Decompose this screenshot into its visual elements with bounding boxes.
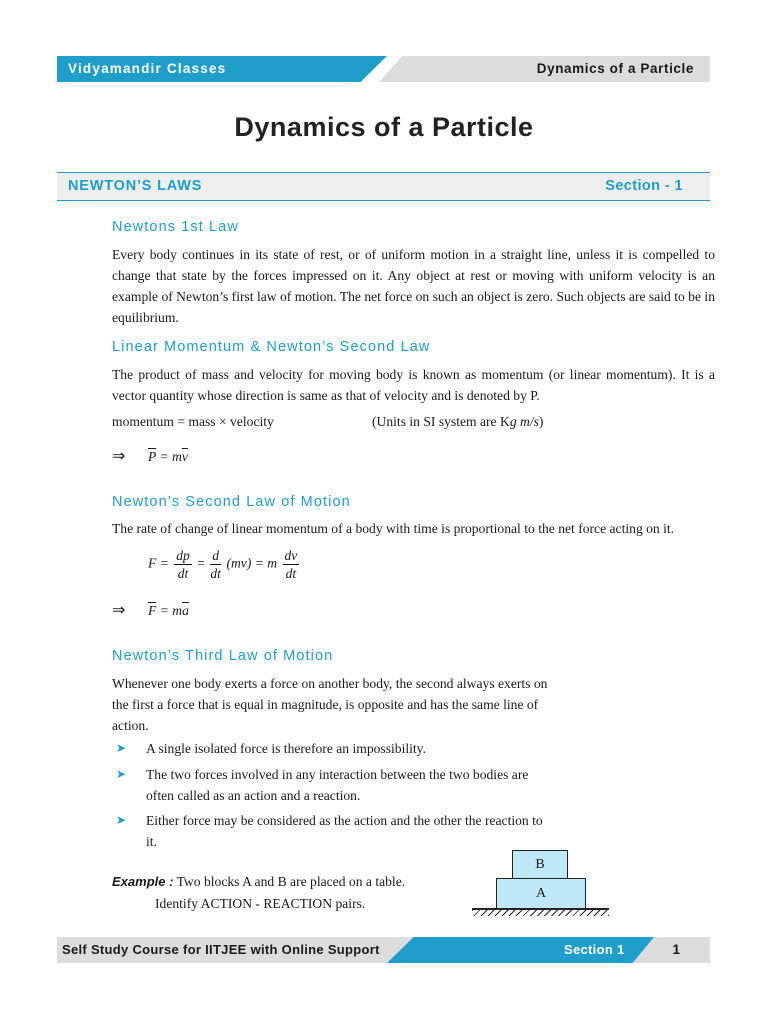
heading-momentum: Linear Momentum & Newton’s Second Law bbox=[112, 339, 431, 355]
momentum-units: (Units in SI system are Kg m/s) bbox=[372, 414, 544, 429]
table-hatching bbox=[472, 910, 609, 916]
implies-arrow-2: ⇒ bbox=[112, 602, 126, 619]
third-law-bullet: A single isolated force is therefore an impossibility. bbox=[146, 741, 426, 756]
bullet-arrow-icon: ➤ bbox=[116, 741, 127, 755]
implies-arrow: ⇒ bbox=[112, 448, 126, 465]
second-law-text: The rate of change of linear momentum of a body with time is proportional to the net force acting on it. bbox=[112, 521, 675, 536]
momentum-equation: $\overline{P} = m\overline{v}$ bbox=[148, 449, 188, 464]
bullet-arrow-icon: ➤ bbox=[116, 767, 127, 781]
header-chapter: Dynamics of a Particle bbox=[536, 61, 694, 76]
section-bar bbox=[57, 172, 710, 201]
heading-third-law: Newton’s Third Law of Motion bbox=[112, 648, 334, 664]
fraction-dv-dt: $\frac{dv}{dt}$ bbox=[284, 548, 298, 581]
page-footer bbox=[57, 937, 710, 963]
fraction-d-dt: $\frac{d}{dt}$ bbox=[210, 548, 221, 581]
force-equation: $\overline{F} = m\overline{a}$ bbox=[148, 603, 189, 618]
third-law-text: Whenever one body exerts a force on another body, the second always exerts on the first a force that is equal in magnitude, is opposite and has the same line of action. bbox=[112, 676, 548, 733]
momentum-formula: momentum = mass × velocity bbox=[112, 414, 274, 429]
footer-course: Self Study Course for IITJEE with Online Support bbox=[62, 942, 380, 957]
header-institute: Vidyamandir Classes bbox=[68, 61, 227, 76]
second-law-equation: F = $\frac{dp}{dt}$ = $\frac{d}{dt}$ (mv) = m $\frac{dv}{dt}$ bbox=[148, 548, 298, 581]
fraction-dp-dt: $\frac{dp}{dt}$ bbox=[176, 548, 190, 581]
heading-first-law: Newtons 1st Law bbox=[112, 219, 239, 235]
third-law-bullet: Either force may be considered as the action and the other the reaction to it. bbox=[146, 813, 543, 849]
example-line-2: Identify ACTION - REACTION pairs. bbox=[155, 896, 366, 911]
momentum-text: The product of mass and velocity for moving body is known as momentum (or linear momentum). It is a vector quantity whose direction is same as that of velocity and is denoted by P. bbox=[112, 367, 715, 403]
bullet-arrow-icon: ➤ bbox=[116, 813, 127, 827]
heading-second-law: Newton’s Second Law of Motion bbox=[112, 494, 351, 510]
footer-section: Section 1 bbox=[564, 942, 625, 957]
page-number: 1 bbox=[672, 942, 680, 957]
third-law-bullet: The two forces involved in any interaction between the two bodies are often called as an action and a reaction. bbox=[146, 767, 529, 803]
first-law-text: Every body continues in its state of rest, or of uniform motion in a straight line, unless it is compelled to change that state by the forces impressed on it. Any object at rest or moving with uniform velocity is an example of Newton’s first law of motion. The net force on such an object is zero. Such objects are said to be in equilibrium. bbox=[112, 247, 715, 325]
page-header bbox=[57, 56, 710, 82]
block-b: B bbox=[512, 850, 568, 880]
section-topic: NEWTON’S LAWS bbox=[68, 178, 203, 194]
example-line-1: Example : Two blocks A and B are placed on a table. bbox=[112, 874, 406, 889]
section-number: Section - 1 bbox=[605, 178, 683, 194]
page-title: Dynamics of a Particle bbox=[234, 112, 534, 142]
block-a: A bbox=[496, 878, 586, 909]
